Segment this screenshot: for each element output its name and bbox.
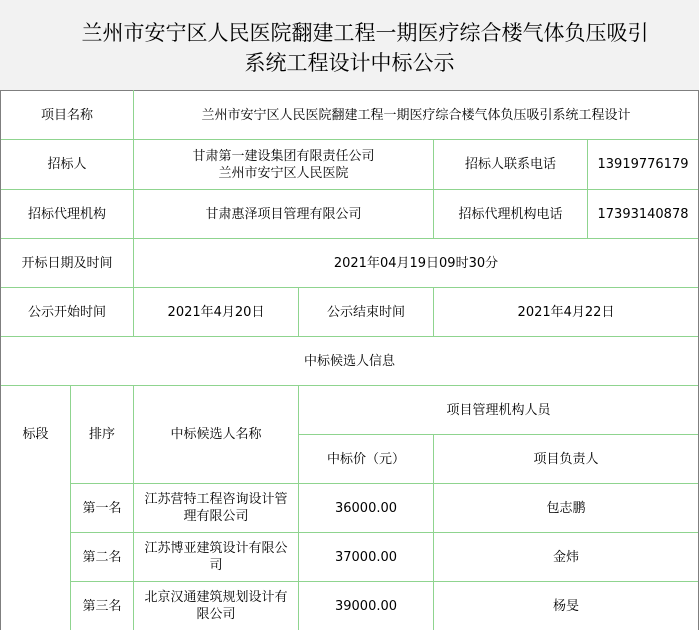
header-candidate-name: 中标候选人名称 <box>170 427 262 442</box>
candidate-name-line-1: 北京汉通建筑规划设计有 <box>144 590 288 605</box>
tenderer-value <box>134 140 433 189</box>
agency-value: 甘肃惠泽项目管理有限公司 <box>205 206 362 222</box>
candidate-name-line-2: 司 <box>209 558 223 573</box>
notice-end-label: 公示结束时间 <box>326 304 405 320</box>
opening-time-value: 2021年04月19日09时30分 <box>333 255 499 271</box>
candidate-rank: 第二名 <box>82 549 122 565</box>
candidate-leader: 杨旻 <box>552 598 579 614</box>
opening-time-label: 开标日期及时间 <box>21 255 113 271</box>
tenderer-phone-label: 招标人联系电话 <box>464 157 556 172</box>
candidate-price: 36000.00 <box>334 500 398 516</box>
candidate-name <box>134 484 298 532</box>
header-section: 标段 <box>22 427 49 442</box>
tenderer-value-line-1: 甘肃第一建设集团有限责任公司 <box>192 148 375 164</box>
candidate-name <box>134 582 298 630</box>
notice-start-value: 2021年4月20日 <box>167 304 265 320</box>
tenderer-value-line-2: 兰州市安宁区人民医院 <box>218 165 349 181</box>
header-management-staff: 项目管理机构人员 <box>446 402 551 418</box>
candidate-price: 39000.00 <box>334 598 398 614</box>
candidate-rank: 第三名 <box>82 598 122 614</box>
header-project-leader: 项目负责人 <box>533 451 599 467</box>
candidate-price: 37000.00 <box>334 549 398 565</box>
header-bid-price: 中标价（元） <box>326 451 405 467</box>
title-line-1: 兰州市安宁区人民医院翻建工程一期医疗综合楼气体负压吸引 <box>81 21 649 45</box>
candidate-name-line-2: 理有限公司 <box>183 509 249 524</box>
candidate-leader: 包志鹏 <box>546 500 586 516</box>
agency-phone-label: 招标代理机构电话 <box>458 206 563 222</box>
notice-start-label: 公示开始时间 <box>27 304 106 320</box>
candidate-leader: 金炜 <box>552 549 579 565</box>
tenderer-label: 招标人 <box>47 157 87 172</box>
candidates-section-title: 中标候选人信息 <box>303 353 395 369</box>
candidate-name-line-1: 江苏营特工程咨询设计管 <box>144 492 288 507</box>
project-name-value: 兰州市安宁区人民医院翻建工程一期医疗综合楼气体负压吸引系统工程设计 <box>201 107 631 123</box>
header-rank: 排序 <box>88 427 115 442</box>
candidate-name <box>134 533 298 581</box>
tenderer-phone-value: 13919776179 <box>597 157 689 172</box>
candidate-name-line-2: 限公司 <box>196 607 236 622</box>
agency-phone-value: 17393140878 <box>597 206 689 222</box>
candidate-rank: 第一名 <box>82 500 122 516</box>
project-name-label: 项目名称 <box>40 107 93 123</box>
notice-title <box>0 0 699 90</box>
title-line-2: 系统工程设计中标公示 <box>244 51 455 75</box>
agency-label: 招标代理机构 <box>27 206 106 222</box>
notice-end-value: 2021年4月22日 <box>517 304 615 320</box>
candidate-name-line-1: 江苏博亚建筑设计有限公 <box>144 541 288 556</box>
